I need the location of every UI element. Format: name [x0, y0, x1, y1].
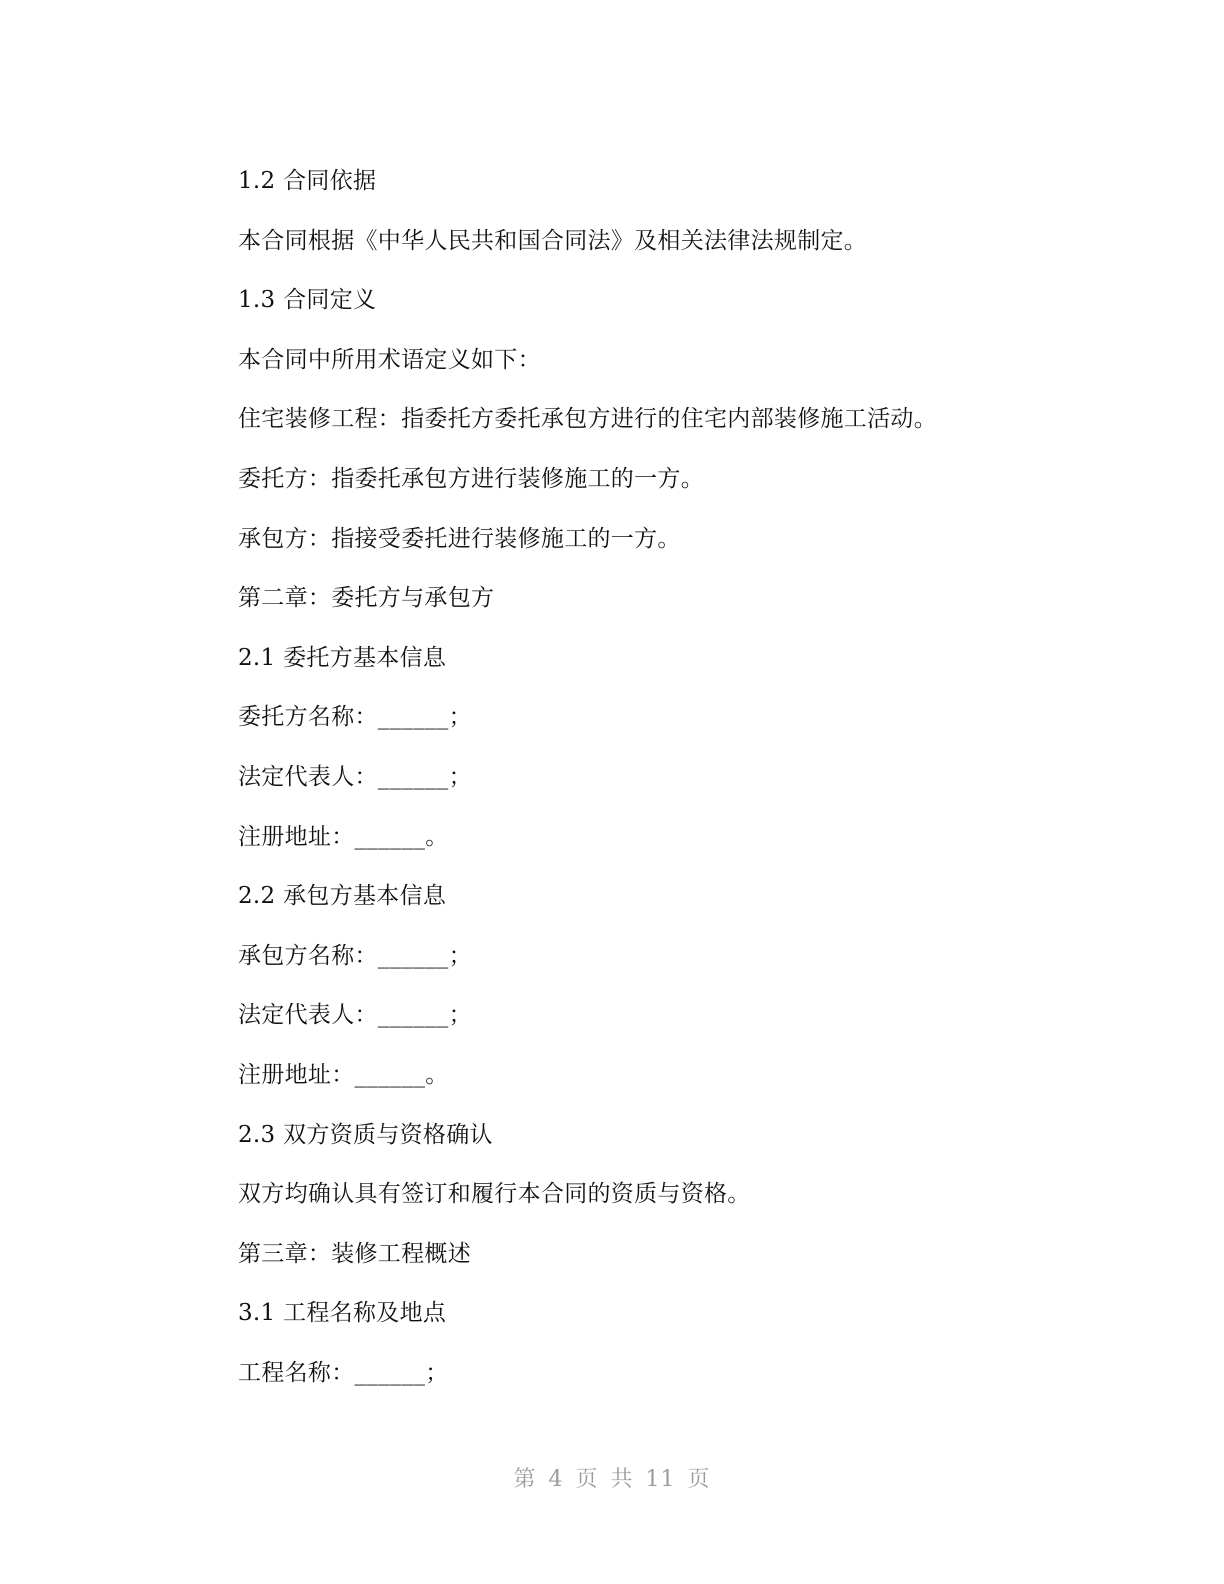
document-body [238, 162, 998, 1413]
footer-current-page: 4 [548, 1467, 564, 1492]
paragraph-qualification: 双方均确认具有签订和履行本合同的资质与资格。 [238, 1181, 751, 1208]
field-contractor-name: 承包方名称：______； [238, 942, 472, 969]
section-heading-2-3: 2.3 双方资质与资格确认 [238, 1121, 493, 1148]
footer-prefix: 第 [513, 1467, 537, 1492]
definition-client: 委托方：指委托承包方进行装修施工的一方。 [238, 465, 704, 492]
definition-decoration-project: 住宅装修工程：指委托方委托承包方进行的住宅内部装修施工活动。 [238, 406, 937, 433]
chapter-heading-3: 第三章：装修工程概述 [238, 1240, 471, 1267]
footer-suffix: 页 [687, 1467, 711, 1492]
section-heading-3-1: 3.1 工程名称及地点 [238, 1300, 447, 1327]
chapter-heading-2: 第二章：委托方与承包方 [238, 585, 495, 612]
paragraph-definitions-intro: 本合同中所用术语定义如下： [238, 346, 541, 373]
section-heading-1-2: 1.2 合同依据 [238, 168, 377, 194]
section-heading-2-2: 2.2 承包方基本信息 [238, 883, 447, 910]
section-heading-1-3: 1.3 合同定义 [238, 287, 377, 314]
field-project-name: 工程名称：______； [238, 1359, 449, 1386]
section-heading-2-1: 2.1 委托方基本信息 [238, 644, 447, 671]
definition-contractor: 承包方：指接受委托进行装修施工的一方。 [238, 525, 681, 552]
footer-page-word: 页 [575, 1467, 599, 1492]
paragraph-contract-basis: 本合同根据《中华人民共和国合同法》及相关法律法规制定。 [238, 227, 868, 254]
footer-total-word: 共 [610, 1467, 634, 1492]
footer-total-pages: 11 [645, 1467, 676, 1492]
field-contractor-legal-rep: 法定代表人：______； [238, 1002, 472, 1029]
field-client-address: 注册地址：______。 [238, 823, 449, 850]
page-number-footer [0, 1462, 1224, 1493]
field-client-name: 委托方名称：______； [238, 704, 472, 731]
field-client-legal-rep: 法定代表人：______； [238, 763, 472, 790]
field-contractor-address: 注册地址：______。 [238, 1061, 449, 1088]
